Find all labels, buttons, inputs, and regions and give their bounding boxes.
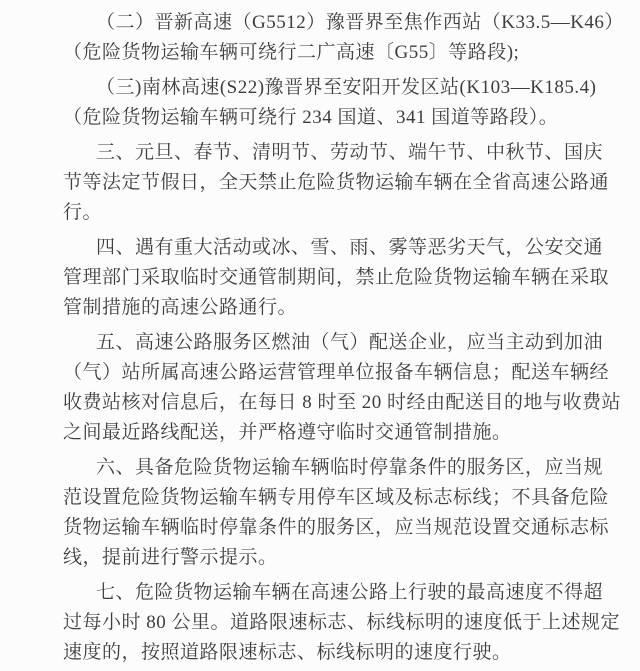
document-body bbox=[63, 8, 624, 668]
document-line: 六、具备危险货物运输车辆临时停靠条件的服务区，应当规 bbox=[96, 457, 604, 478]
document-line: （危险货物运输车辆可绕行二广高速〔G55〕等路段); bbox=[63, 42, 520, 63]
document-line: 行。 bbox=[63, 202, 103, 223]
document-line: 节等法定节假日，全天禁止危险货物运输车辆在全省高速公路通 bbox=[63, 172, 610, 193]
document-line: 三、元旦、春节、清明节、劳动节、端午节、中秋节、国庆 bbox=[96, 142, 604, 163]
paragraph-article-7-speed-limit bbox=[63, 578, 621, 668]
paragraph-article-6-service-area-parking bbox=[63, 453, 610, 573]
document-line: 货物运输车辆临时停靠条件的服务区，应当规范设置交通标志标 bbox=[63, 517, 610, 538]
paragraph-article-3-holiday-ban bbox=[63, 138, 610, 228]
document-line: 过每小时 80 公里。道路限速标志、标线标明的速度低于上述规定 bbox=[63, 612, 621, 633]
document-line: 线，提前进行警示提示。 bbox=[63, 547, 278, 568]
paragraph-article-4-weather-traffic-control bbox=[63, 233, 610, 323]
document-line: 范设置危险货物运输车辆专用停车区域及标志标线；不具备危险 bbox=[63, 487, 610, 508]
document-line: 之间最近路线配送，并严格遵守临时交通管制措施。 bbox=[63, 422, 512, 443]
document-line: 收费站核对信息后，在每日 8 时至 20 时经由配送目的地与收费站 bbox=[63, 392, 622, 413]
document-line: （危险货物运输车辆可绕行 234 国道、341 国道等路段）。 bbox=[63, 107, 559, 128]
document-line: 四、遇有重大活动或冰、雪、雨、雾等恶劣天气，公安交通 bbox=[96, 237, 604, 258]
document-line: 五、高速公路服务区燃油（气）配送企业，应当主动到加油 bbox=[96, 332, 604, 353]
paragraph-clause-2-jinxin-expressway bbox=[63, 8, 624, 68]
paragraph-article-5-service-area-fuel-delivery bbox=[63, 328, 622, 448]
paragraph-clause-3-nanlin-expressway bbox=[63, 73, 597, 133]
document-line: 管制措施的高速公路通行。 bbox=[63, 297, 298, 318]
document-line: 管理部门采取临时交通管制期间，禁止危险货物运输车辆在采取 bbox=[63, 267, 610, 288]
document-line: （三)南林高速(S22)豫晋界至安阳开发区站(K103—K185.4) bbox=[96, 77, 597, 98]
document-line: （气）站所属高速公路运营管理单位报备车辆信息；配送车辆经 bbox=[63, 362, 610, 383]
document-line: （二）晋新高速（G5512）豫晋界至焦作西站（K33.5—K46） bbox=[96, 12, 624, 33]
document-line: 速度的，按照道路限速标志、标线标明的速度行驶。 bbox=[63, 642, 512, 663]
document-line: 七、危险货物运输车辆在高速公路上行驶的最高速度不得超 bbox=[96, 582, 604, 603]
